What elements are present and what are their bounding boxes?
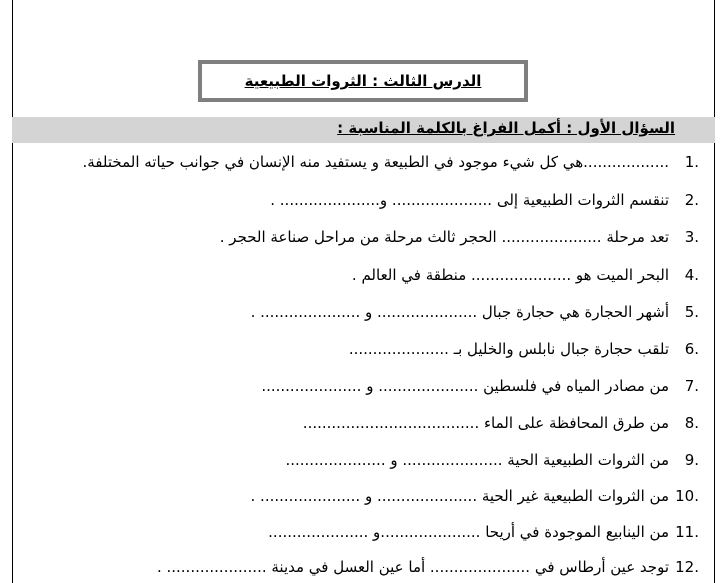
exercise-item-5 [251,298,699,326]
item-text: من الينابيع الموجودة في أريحا .....................و ..................... [268,523,669,541]
item-text: تنقسم الثروات الطبيعية إلى ..................... و..................... . [270,191,669,209]
exercise-item-9 [285,446,699,474]
item-number: 12. [675,558,699,576]
item-text: من مصادر المياه في فلسطين ..................... و ..................... [261,377,669,395]
item-number: 5. [684,303,699,321]
item-number: 1. [684,153,699,171]
item-text: من الثروات الطبيعية غير الحية ..................... و ..................... . [250,487,669,505]
exercise-item-1 [83,148,700,176]
item-number: 9. [684,451,699,469]
item-number: 2. [684,191,699,209]
item-number: 6. [684,340,699,358]
item-number: 11. [675,523,699,541]
exercise-item-10 [251,482,699,510]
question-heading: السؤال الأول : أكمل الفراغ بالكلمة المناسبة : [337,119,675,137]
item-text: ..................هي كل شيء موجود في الطبيعة و يستفيد منه الإنسان في جوانب حياته المختلفة. [82,153,669,171]
exercise-item-3 [220,223,699,251]
item-number: 8. [684,414,699,432]
item-number: 4. [684,266,699,284]
lesson-title: الدرس الثالث : الثروات الطبيعية [244,72,482,90]
item-text: تلقب حجارة جبال نابلس والخليل بـ ..................... [348,340,669,358]
item-number: 7. [684,377,699,395]
item-text: توجد عين أرطاس في ..................... أما عين العسل في مدينة ..................... . [156,558,669,576]
exercise-item-7 [261,372,699,400]
item-text: من طرق المحافظة على الماء ..................................... [302,414,669,432]
item-number: 10. [675,487,699,505]
exercise-item-11 [268,518,699,546]
item-text: أشهر الحجارة هي حجارة جبال ..................... و ..................... . [250,303,669,321]
item-text: تعد مرحلة ..................... الحجر ثالث مرحلة من مراحل صناعة الحجر . [219,228,669,246]
exercise-item-6 [349,335,699,363]
exercise-item-8 [303,409,699,437]
exercise-item-12 [157,553,699,581]
exercise-item-2 [270,186,699,214]
item-number: 3. [684,228,699,246]
exercise-item-4 [352,261,699,289]
item-text: البحر الميت هو ..................... منطقة في العالم . [351,266,669,284]
item-text: من الثروات الطبيعية الحية ..................... و ..................... [285,451,669,469]
